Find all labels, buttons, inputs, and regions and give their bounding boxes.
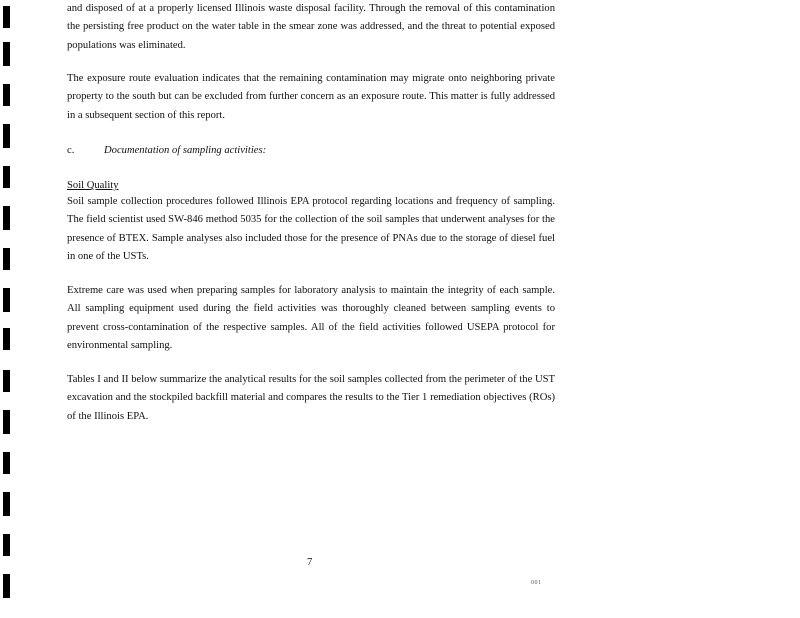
binding-mark — [3, 452, 10, 474]
footer-mark: 001 — [531, 580, 542, 586]
binding-mark — [3, 6, 10, 28]
binding-mark — [3, 124, 10, 148]
binding-mark — [3, 328, 10, 350]
binding-mark — [3, 492, 10, 516]
binding-mark — [3, 574, 10, 598]
binding-mark — [3, 248, 10, 270]
paragraph-text: Extreme care was used when preparing samples for laboratory analysis to maintain the integrity of each sample. All sampling equipment used during the field activities was thoroughly cleaned between sampling events to prevent cross-contamination of the respective samples. All of the field activities followed USEPA protocol for environmental sampling. — [67, 285, 555, 351]
binding-mark — [3, 534, 10, 556]
paragraph-text: The exposure route evaluation indicates that the remaining contamination may migrate onto neighboring private property to the south but can be excluded from further concern as an exposure route. This matter is fully addressed in a subsequent section of this report. — [67, 73, 555, 121]
paragraph-tables-summary — [67, 371, 555, 426]
paragraph-text: Tables I and II below summarize the analytical results for the soil samples collected from the perimeter of the UST excavation and the stockpiled backfill material and compares the results to the Tier 1 remediation objectives (ROs) of the Illinois EPA. — [67, 374, 555, 422]
section-title: Documentation of sampling activities: — [104, 145, 267, 156]
page-number: 7 — [307, 557, 313, 568]
subheading-soil-quality: Soil Quality — [67, 180, 119, 191]
binding-mark — [3, 42, 10, 66]
binding-mark — [3, 410, 10, 434]
paragraph-disposal — [67, 0, 555, 55]
paragraph-soil-collection — [67, 193, 555, 266]
binding-mark — [3, 166, 10, 188]
paragraph-extreme-care — [67, 282, 555, 355]
binding-mark — [3, 370, 10, 392]
paragraph-text: Soil sample collection procedures followed Illinois EPA protocol regarding locations and frequency of sampling. The field scientist used SW-846 method 5035 for the collection of the soil samples that underwent analyses for the presence of BTEX. Sample analyses also included those for the presence of PNAs due to the storage of diesel fuel in one of the USTs. — [67, 196, 555, 262]
paragraph-text: and disposed of at a properly licensed Illinois waste disposal facility. Through the removal of this contamination the persisting free product on the water table in the smear zone was addressed, and the threat to potential exposed populations was eliminated. — [67, 3, 555, 51]
binding-mark — [3, 84, 10, 106]
binding-mark — [3, 288, 10, 312]
section-heading — [67, 142, 266, 160]
section-number: c. — [67, 145, 75, 156]
paragraph-exposure-route — [67, 70, 555, 125]
binding-mark — [3, 206, 10, 230]
